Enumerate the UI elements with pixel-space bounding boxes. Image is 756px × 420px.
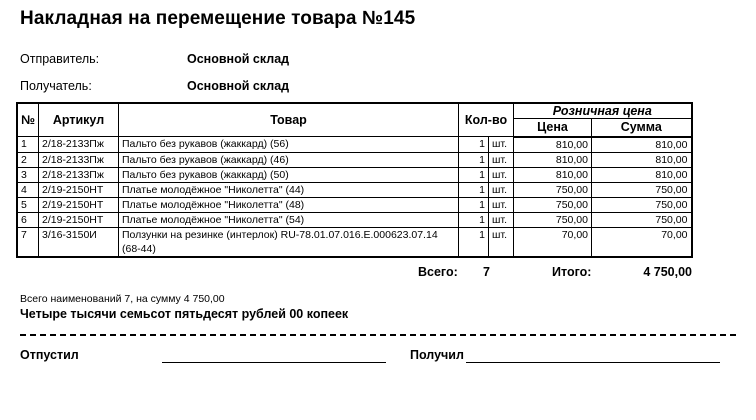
row-sum: 750,00 — [592, 212, 692, 227]
col-header-retail: Розничная цена — [514, 103, 692, 119]
row-price: 750,00 — [514, 212, 592, 227]
receiver-value: Основной склад — [187, 79, 290, 93]
summary-line: Всего наименований 7, на сумму 4 750,00 — [20, 293, 225, 305]
table-row — [17, 167, 692, 182]
receiver-label: Получатель: — [20, 79, 92, 93]
row-qty: 1 — [459, 167, 489, 182]
amount-in-words: Четыре тысячи семьсот пятьдесят рублей 00 копеек — [20, 307, 349, 321]
col-header-no: № — [17, 103, 39, 137]
table-row — [17, 212, 692, 227]
col-header-sum: Сумма — [592, 119, 692, 137]
row-qty: 1 — [459, 197, 489, 212]
row-price: 810,00 — [514, 152, 592, 167]
row-no: 7 — [17, 227, 39, 257]
goods-table — [16, 102, 693, 258]
received-by-signature-line — [466, 362, 720, 363]
row-article: 2/19-2150НТ — [39, 212, 119, 227]
row-product: Пальто без рукавов (жаккард) (56) — [119, 137, 459, 153]
col-header-article: Артикул — [39, 103, 119, 137]
row-price: 750,00 — [514, 182, 592, 197]
table-row — [17, 137, 692, 153]
cut-line — [20, 334, 736, 336]
sender-label: Отправитель: — [20, 52, 100, 66]
row-article: 2/19-2150НТ — [39, 197, 119, 212]
row-product: Платье молодёжное "Николетта" (48) — [119, 197, 459, 212]
row-sum: 750,00 — [592, 197, 692, 212]
row-product: Платье молодёжное "Николетта" (54) — [119, 212, 459, 227]
col-header-qty: Кол-во — [459, 103, 514, 137]
total-count-value: 7 — [483, 265, 490, 279]
row-product: Платье молодёжное "Николетта" (44) — [119, 182, 459, 197]
row-unit: шт. — [489, 137, 514, 153]
row-unit: шт. — [489, 197, 514, 212]
total-count-label: Всего: — [418, 265, 458, 279]
received-by-label: Получил — [410, 348, 464, 362]
row-price: 810,00 — [514, 137, 592, 153]
released-by-label: Отпустил — [20, 348, 79, 362]
row-sum: 70,00 — [592, 227, 692, 257]
sender-value: Основной склад — [187, 52, 290, 66]
row-no: 4 — [17, 182, 39, 197]
row-unit: шт. — [489, 152, 514, 167]
row-no: 5 — [17, 197, 39, 212]
row-price: 810,00 — [514, 167, 592, 182]
row-article: 3/16-3150И — [39, 227, 119, 257]
released-by-signature-line — [162, 362, 386, 363]
row-no: 3 — [17, 167, 39, 182]
row-price: 750,00 — [514, 197, 592, 212]
row-sum: 750,00 — [592, 182, 692, 197]
row-qty: 1 — [459, 227, 489, 257]
row-sum: 810,00 — [592, 152, 692, 167]
row-unit: шт. — [489, 167, 514, 182]
col-header-product: Товар — [119, 103, 459, 137]
row-unit: шт. — [489, 227, 514, 257]
row-no: 6 — [17, 212, 39, 227]
row-sum: 810,00 — [592, 137, 692, 153]
row-qty: 1 — [459, 212, 489, 227]
row-qty: 1 — [459, 152, 489, 167]
row-article: 2/18-2133Пж — [39, 167, 119, 182]
row-qty: 1 — [459, 137, 489, 153]
col-header-price: Цена — [514, 119, 592, 137]
row-no: 2 — [17, 152, 39, 167]
row-product: Ползунки на резинке (интерлок) RU-78.01.07.016.E.000623.07.14 (68-44) — [119, 227, 459, 257]
table-row — [17, 227, 692, 257]
row-article: 2/18-2133Пж — [39, 137, 119, 153]
row-article: 2/18-2133Пж — [39, 152, 119, 167]
row-unit: шт. — [489, 212, 514, 227]
row-article: 2/19-2150НТ — [39, 182, 119, 197]
row-sum: 810,00 — [592, 167, 692, 182]
row-product: Пальто без рукавов (жаккард) (50) — [119, 167, 459, 182]
row-unit: шт. — [489, 182, 514, 197]
row-product: Пальто без рукавов (жаккард) (46) — [119, 152, 459, 167]
table-row — [17, 182, 692, 197]
table-row — [17, 197, 692, 212]
row-price: 70,00 — [514, 227, 592, 257]
grand-total-value: 4 750,00 — [643, 265, 692, 279]
table-row — [17, 152, 692, 167]
row-no: 1 — [17, 137, 39, 153]
document-title: Накладная на перемещение товара №145 — [20, 8, 416, 29]
row-qty: 1 — [459, 182, 489, 197]
grand-total-label: Итого: — [552, 265, 592, 279]
